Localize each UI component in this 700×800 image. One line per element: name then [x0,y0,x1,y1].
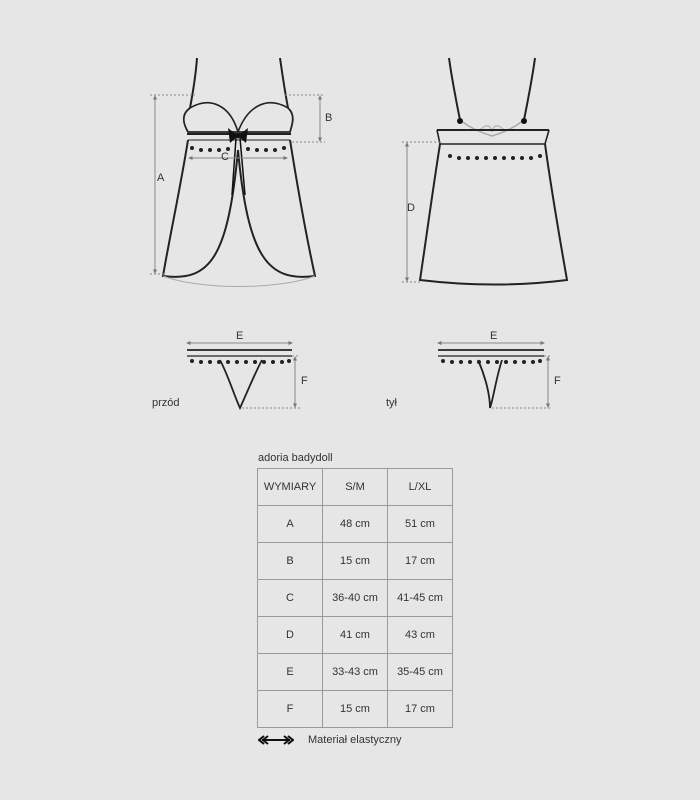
table-cell: C [258,580,323,617]
table-row [258,543,453,580]
dim-label-e-back: E [490,330,498,342]
table-header-cell: L/XL [388,469,453,506]
back-thong [438,350,544,408]
front-dimensions [150,95,325,274]
legend [258,734,402,746]
dim-label-b: B [325,112,333,124]
bow-icon [228,128,248,195]
table-row [258,506,453,543]
back-scallop-trim [448,154,542,160]
table-header-cell: S/M [323,469,388,506]
elastic-arrow-icon [258,734,294,746]
table-row [258,691,453,728]
front-thong [187,350,292,408]
dim-label-f-back: F [554,375,561,387]
table-header-cell: WYMIARY [258,469,323,506]
table-row [258,580,453,617]
dim-label-f-front: F [301,375,308,387]
table-cell: D [258,617,323,654]
front-babydoll [163,58,315,287]
label-front: przód [152,397,180,409]
legend-text: Materiał elastyczny [308,734,402,746]
table-cell: 36-40 cm [323,580,388,617]
back-thong-dimensions [439,343,552,408]
table-cell: 41 cm [323,617,388,654]
table-cell: 17 cm [388,691,453,728]
dim-label-c: C [221,151,229,163]
table-cell: 41-45 cm [388,580,453,617]
back-strap-clips [457,118,527,124]
table-cell: 35-45 cm [388,654,453,691]
table-cell: F [258,691,323,728]
table-cell: 33-43 cm [323,654,388,691]
front-thong-trim [190,359,291,364]
table-cell: 48 cm [323,506,388,543]
table-cell: B [258,543,323,580]
table-row [258,617,453,654]
back-babydoll [420,58,567,285]
table-header-row [258,469,453,506]
dim-label-d: D [407,202,415,214]
table-cell: 43 cm [388,617,453,654]
dim-label-e-front: E [236,330,244,342]
back-thong-trim [441,359,542,364]
table-cell: 17 cm [388,543,453,580]
dim-label-a: A [157,172,165,184]
table-cell: 15 cm [323,691,388,728]
table-cell: E [258,654,323,691]
table-row [258,654,453,691]
product-title: adoria badydoll [258,452,333,464]
table-cell: 51 cm [388,506,453,543]
table-cell: A [258,506,323,543]
label-back: tył [386,397,397,409]
table-cell: 15 cm [323,543,388,580]
size-table [257,468,453,728]
